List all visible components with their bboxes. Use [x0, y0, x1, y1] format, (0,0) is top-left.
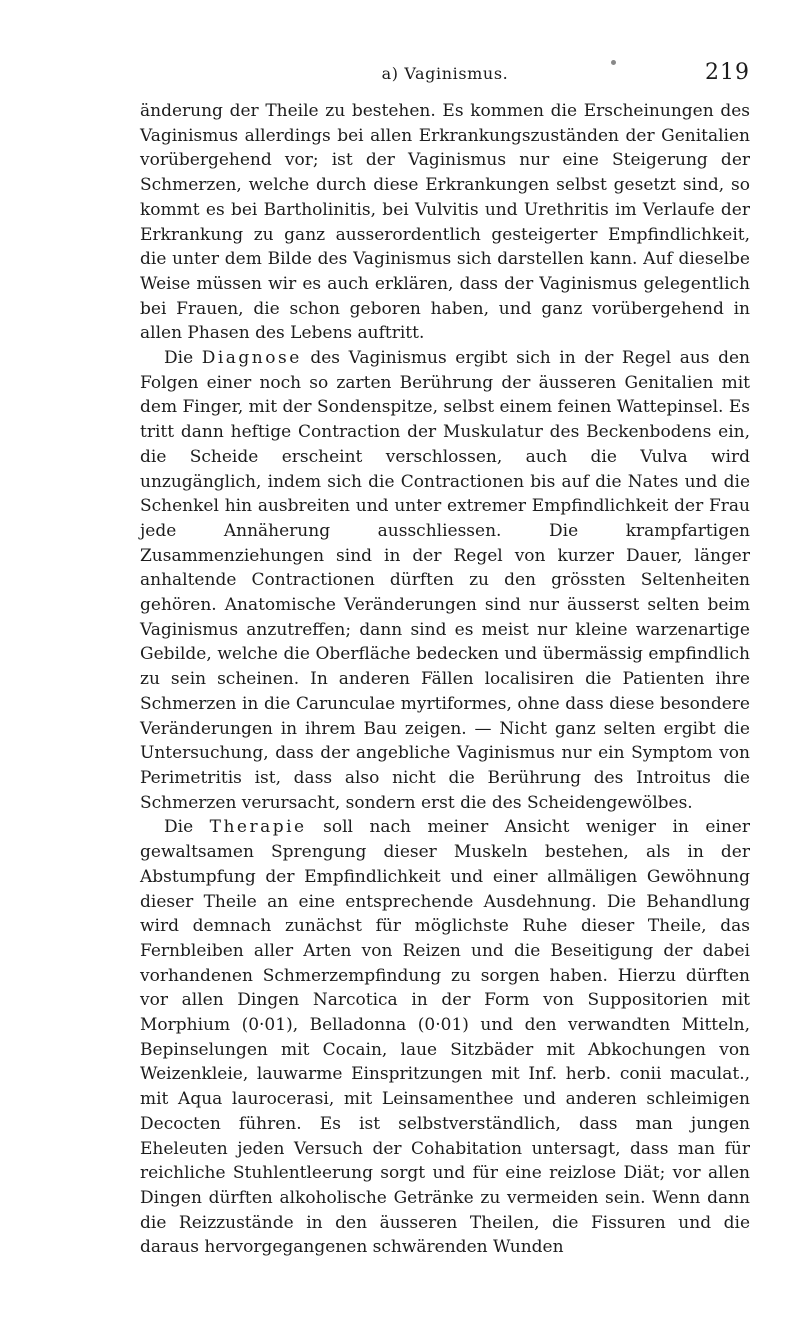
keyword-diagnose: Diagnose — [201, 348, 302, 369]
paragraph-text: des Vaginismus ergibt sich in der Regel aus den Folgen einer noch so zarten Berührung der äusseren Genitalien mit dem Finger, mit der Sondenspitze, selbst einem feinen Wattepinsel. Es tritt dann heftige Contraction der Muskulatur des Beckenbodens ein, die Scheide erscheint verschlossen, auch die Vulva wird unzugänglich, indem sich die Contractionen bis auf die Nates und die Schenkel hin ausbreiten und unter extremer Empfindlichkeit der Frau jede Annäherung ausschliessen. Die krampfartigen Zusammenziehungen sind in der Regel von kurzer Dauer, länger anhaltende Contractionen dürften zu den grössten Seltenheiten gehören. Anatomische Veränderungen sind nur äusserst selten beim Vaginismus anzutreffen; dann sind es meist nur kleine warzenartige Gebilde, welche die Oberfläche bedecken und übermässig empfindlich zu sein scheinen. In anderen Fällen localisiren die Patienten ihre Schmerzen in die Carunculae myrtiformes, ohne dass diese besondere Veränderungen in ihrem Bau zeigen. — Nicht ganz selten ergibt die Untersuchung, dass der angebliche Vaginismus nur ein Symptom von Perimetritis ist, dass also nicht die Berührung des Introitus die Schmerzen verursacht, sondern erst die des Scheidengewölbes. — [140, 348, 751, 813]
paragraph-diagnose — [140, 346, 750, 815]
running-title: a) Vaginismus. — [381, 64, 509, 83]
paragraph-continuation: änderung der Theile zu bestehen. Es kommen die Erscheinungen des Vaginismus allerdings bei allen Erkrankungszuständen der Genitalien vorübergehend vor; ist der Vaginismus nur eine Steigerung der Schmerzen, welche durch diese Erkrankungen selbst gesetzt sind, so kommt es bei Bartholinitis, bei Vulvitis und Urethritis im Verlaufe der Erkrankung zu ganz ausserordentlich gesteigerter Empfindlichkeit, die unter dem Bilde des Vaginismus sich darstellen kann. Auf dieselbe Weise müssen wir es auch erklären, dass der Vaginismus gelegentlich bei Frauen, die schon geboren haben, und ganz vorübergehend in allen Phasen des Lebens auftritt. — [140, 101, 750, 344]
paragraph-therapie — [140, 815, 750, 1260]
page-number: 219 — [705, 60, 750, 85]
paragraph-lead: Die — [164, 817, 210, 838]
paragraph-lead: Die — [164, 348, 202, 369]
paragraph-text: soll nach meiner Ansicht weniger in einer gewaltsamen Sprengung dieser Muskeln bestehen, als in der Abstumpfung der Empfindlichkeit und einer allmäligen Gewöhnung dieser Theile an eine entsprechende Ausdehnung. Die Behandlung wird demnach zunächst für möglichste Ruhe dieser Theile, das Fernbleiben aller Arten von Reizen und die Beseitigung der dabei vorhandenen Schmerzempfindung zu sorgen haben. Hierzu dürften vor allen Dingen Narcotica in der Form von Suppositorien mit Morphium (0·01), Belladonna (0·01) und den verwandten Mitteln, Bepinselungen mit Cocain, laue Sitzbäder mit Abkochungen von Weizenkleie, lauwarme Einspritzungen mit Inf. herb. conii maculat., mit Aqua laurocerasi, mit Leinsamenthee und anderen schleimigen Decocten führen. Es ist selbstverständlich, dass man jungen Eheleuten jeden Versuch der Cohabitation untersagt, dass man für reichliche Stuhlentleerung sorgt und für eine reizlose Diät; vor allen Dingen dürften alkoholische Getränke zu vermeiden sein. Wenn dann die Reizzustände in den äusseren Theilen, die Fissuren und die daraus hervorgegangenen schwärenden Wunden — [140, 817, 750, 1258]
body-text — [140, 99, 750, 1260]
running-head — [140, 60, 750, 90]
keyword-therapie: Therapie — [209, 817, 307, 838]
